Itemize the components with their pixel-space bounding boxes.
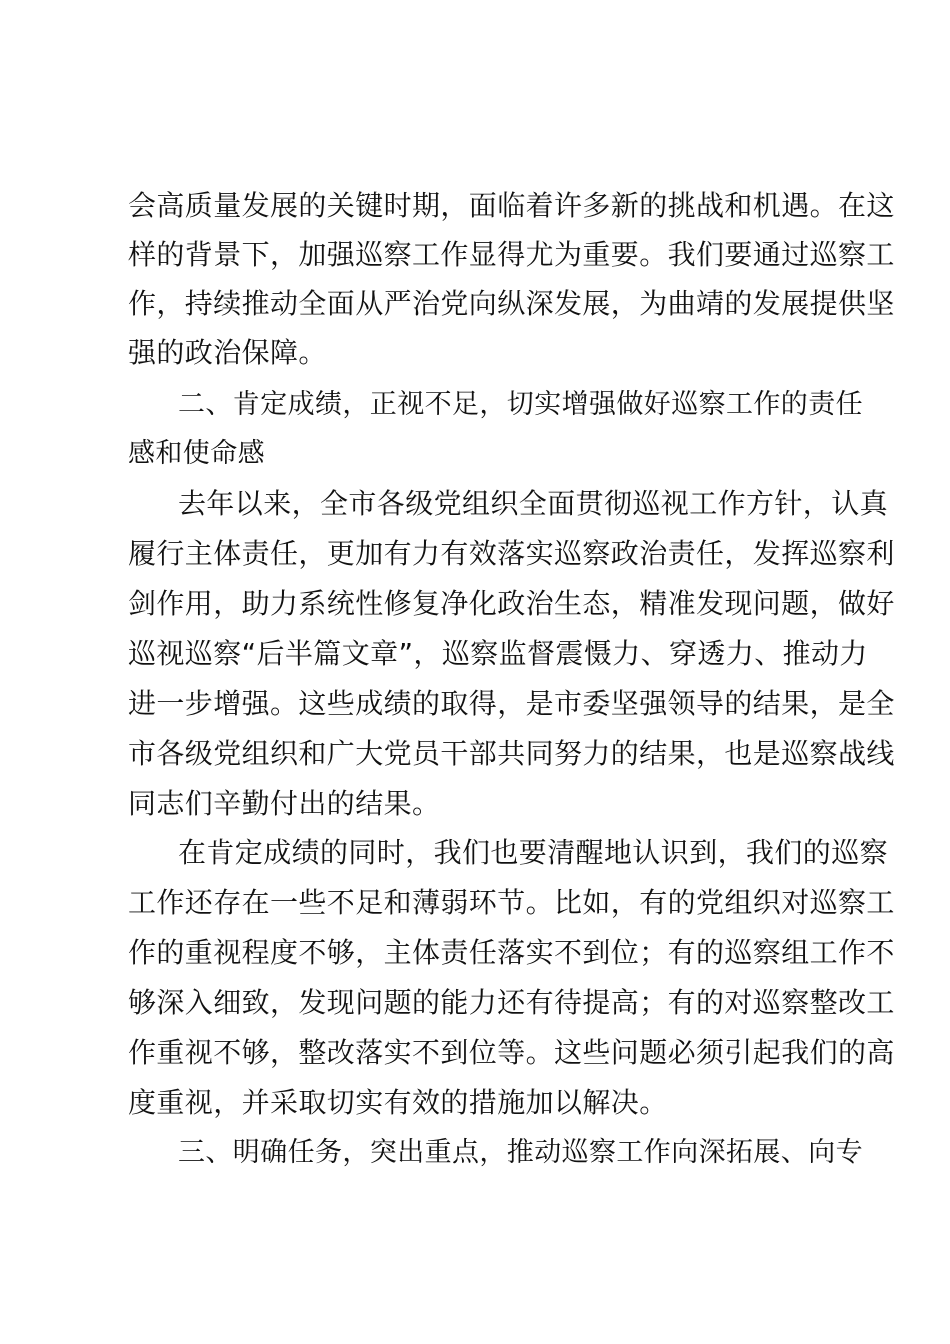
paragraph-1-line-4: 强的政治保障。 <box>128 336 327 369</box>
paragraph-2-line-1: 去年以来，全市各级党组织全面贯彻巡视工作方针，认真 <box>178 487 889 520</box>
section-heading-2-line-2: 感和使命感 <box>128 438 265 469</box>
section-heading-2-line-1: 二、肯定成绩，正视不足，切实增强做好巡察工作的责任 <box>178 389 863 420</box>
paragraph-3-line-1: 在肯定成绩的同时，我们也要清醒地认识到，我们的巡察 <box>178 836 889 869</box>
paragraph-3-line-3: 作的重视程度不够，主体责任落实不到位；有的巡察组工作不 <box>128 936 895 969</box>
paragraph-2-line-6: 市各级党组织和广大党员干部共同努力的结果，也是巡察战线 <box>128 737 895 770</box>
paragraph-2-line-4: 巡视巡察“后半篇文章”，巡察监督震慑力、穿透力、推动力 <box>128 637 868 670</box>
section-heading-3-line-1: 三、明确任务，突出重点，推动巡察工作向深拓展、向专 <box>178 1137 863 1168</box>
paragraph-1-line-1: 会高质量发展的关键时期，面临着许多新的挑战和机遇。在这 <box>128 189 895 222</box>
paragraph-2-line-3: 剑作用，助力系统性修复净化政治生态，精准发现问题，做好 <box>128 587 895 620</box>
paragraph-3-line-4: 够深入细致，发现问题的能力还有待提高；有的对巡察整改工 <box>128 986 895 1019</box>
paragraph-3-line-6: 度重视，并采取切实有效的措施加以解决。 <box>128 1086 668 1119</box>
paragraph-1-line-3: 作，持续推动全面从严治党向纵深发展，为曲靖的发展提供坚 <box>128 287 895 320</box>
paragraph-3-line-2: 工作还存在一些不足和薄弱环节。比如，有的党组织对巡察工 <box>128 886 895 919</box>
paragraph-2-line-7: 同志们辛勤付出的结果。 <box>128 787 441 820</box>
paragraph-2-line-5: 进一步增强。这些成绩的取得，是市委坚强领导的结果，是全 <box>128 687 895 720</box>
paragraph-3-line-5: 作重视不够，整改落实不到位等。这些问题必须引起我们的高 <box>128 1036 895 1069</box>
paragraph-1-line-2: 样的背景下，加强巡察工作显得尤为重要。我们要通过巡察工 <box>128 238 895 271</box>
paragraph-2-line-2: 履行主体责任，更加有力有效落实巡察政治责任，发挥巡察利 <box>128 537 895 570</box>
